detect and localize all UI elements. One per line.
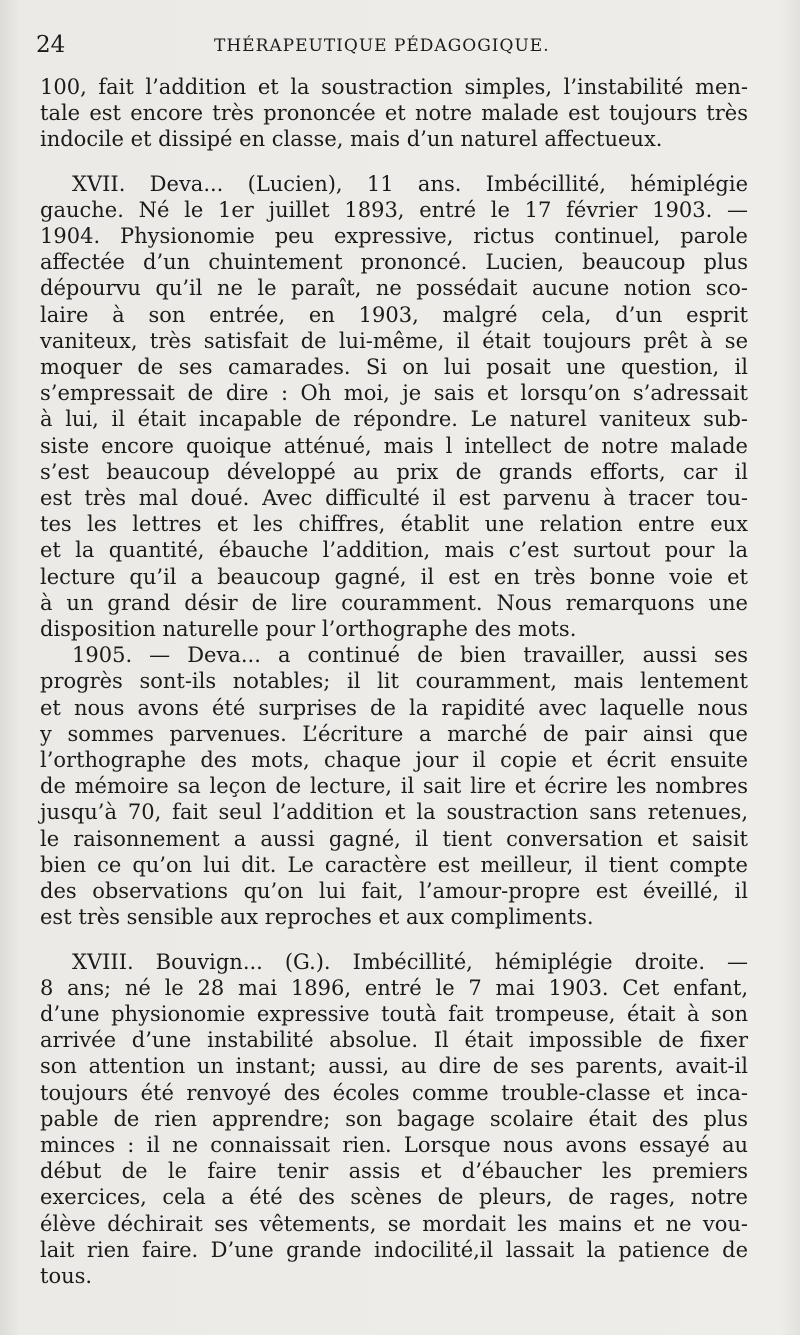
text-line: est très mal doué. Avec difficulté il est parvenu à tracer tou-: [40, 486, 748, 511]
text-line: 8 ans; né le 28 mai 1896, entré le 7 mai 1903. Cet enfant,: [40, 975, 748, 1000]
text-line: de mémoire sa leçon de lecture, il sait lire et écrire les nombres: [40, 774, 748, 799]
text-line: gauche. Né le 1er juillet 1893, entré le 17 février 1903. —: [40, 197, 748, 222]
page-header: [36, 32, 764, 62]
text-line: pable de rien apprendre; son bagage scolaire était des plus: [40, 1106, 748, 1131]
text-line: minces : il ne connaissait rien. Lorsque nous avons essayé au: [40, 1132, 748, 1157]
text-line: son attention un instant; aussi, au dire de ses parents, avait-il: [40, 1054, 748, 1079]
text-line: indocile et dissipé en classe, mais d’un naturel affectueux.: [40, 127, 663, 152]
text-line: des observations qu’on lui fait, l’amour-propre est éveillé, il: [40, 879, 748, 904]
text-line: le raisonnement a aussi gagné, il tient conversation et saisit: [40, 826, 748, 851]
text-line: début de le faire tenir assis et d’ébaucher les premiers: [40, 1159, 748, 1184]
text-line: s’empressait de dire : Oh moi, je sais et lorsqu’on s’adressait: [40, 381, 748, 406]
page-number: 24: [36, 32, 66, 58]
text-line: 1905. — Deva... a continué de bien travailler, aussi ses: [72, 643, 748, 668]
text-line: dépourvu qu’il ne le paraît, ne possédait aucune notion sco-: [40, 276, 748, 301]
text-line: tous.: [40, 1263, 93, 1288]
text-line: laire à son entrée, en 1903, malgré cela, d’un esprit: [40, 302, 748, 327]
text-line: y sommes parvenues. L’écriture a marché de pair ainsi que: [40, 721, 748, 746]
text-line: élève déchirait ses vêtements, se mordait les mains et ne vou-: [40, 1211, 748, 1236]
paragraph: [40, 171, 748, 643]
text-line: et la quantité, ébauche l’addition, mais c’est surtout pour la: [40, 538, 748, 563]
text-line: tale est encore très prononcée et notre malade est toujours très: [40, 101, 748, 126]
text-line: 100, fait l’addition et la soustraction simples, l’instabilité men-: [40, 75, 748, 99]
running-title: THÉRAPEUTIQUE PÉDAGOGIQUE.: [214, 36, 550, 56]
paragraph: [40, 74, 748, 153]
text-line: XVII. Deva... (Lucien), 11 ans. Imbécillité, hémiplégie: [72, 171, 748, 196]
paragraph: [40, 949, 748, 1290]
text-line: disposition naturelle pour l’orthographe des mots.: [40, 617, 577, 642]
text-line: moquer de ses camarades. Si on lui posait une question, il: [40, 355, 748, 380]
text-line: à lui, il était incapable de répondre. Le naturel vaniteux sub-: [40, 407, 748, 432]
text-line: à un grand désir de lire couramment. Nous remarquons une: [40, 590, 748, 615]
text-line: est très sensible aux reproches et aux compliments.: [40, 905, 594, 930]
text-line: vaniteux, très satisfait de lui-même, il était toujours prêt à se: [40, 328, 748, 353]
text-line: et nous avons été surprises de la rapidité avec laquelle nous: [40, 695, 748, 720]
text-line: lait rien faire. D’une grande indocilité,il lassait la patience de: [40, 1237, 748, 1262]
text-line: toujours été renvoyé des écoles comme trouble-classe et inca-: [40, 1080, 748, 1105]
text-line: progrès sont-ils notables; il lit couramment, mais lentement: [40, 669, 748, 694]
text-line: s’est beaucoup développé au prix de grands efforts, car il: [40, 459, 748, 484]
paragraph: [40, 642, 748, 930]
text-line: arrivée d’une instabilité absolue. Il était impossible de fixer: [40, 1028, 748, 1053]
text-line: tes les lettres et les chiffres, établit une relation entre eux: [40, 512, 748, 537]
text-line: exercices, cela a été des scènes de pleurs, de rages, notre: [40, 1185, 748, 1210]
text-line: affectée d’un chuintement prononcé. Lucien, beaucoup plus: [40, 250, 748, 275]
text-line: XVIII. Bouvign... (G.). Imbécillité, hémiplégie droite. —: [72, 949, 748, 974]
text-line: bien ce qu’on lui dit. Le caractère est meilleur, il tient compte: [40, 852, 748, 877]
text-line: lecture qu’il a beaucoup gagné, il est en très bonne voie et: [40, 564, 748, 589]
text-line: d’une physionomie expressive toutà fait trompeuse, était à son: [40, 1001, 748, 1026]
text-line: siste encore quoique atténué, mais l intellect de notre malade: [40, 433, 748, 458]
body-text: [40, 74, 748, 1289]
text-line: l’orthographe des mots, chaque jour il copie et écrit ensuite: [40, 748, 748, 773]
text-line: 1904. Physionomie peu expressive, rictus continuel, parole: [40, 224, 748, 249]
text-line: jusqu’à 70, fait seul l’addition et la soustraction sans retenues,: [40, 800, 748, 825]
